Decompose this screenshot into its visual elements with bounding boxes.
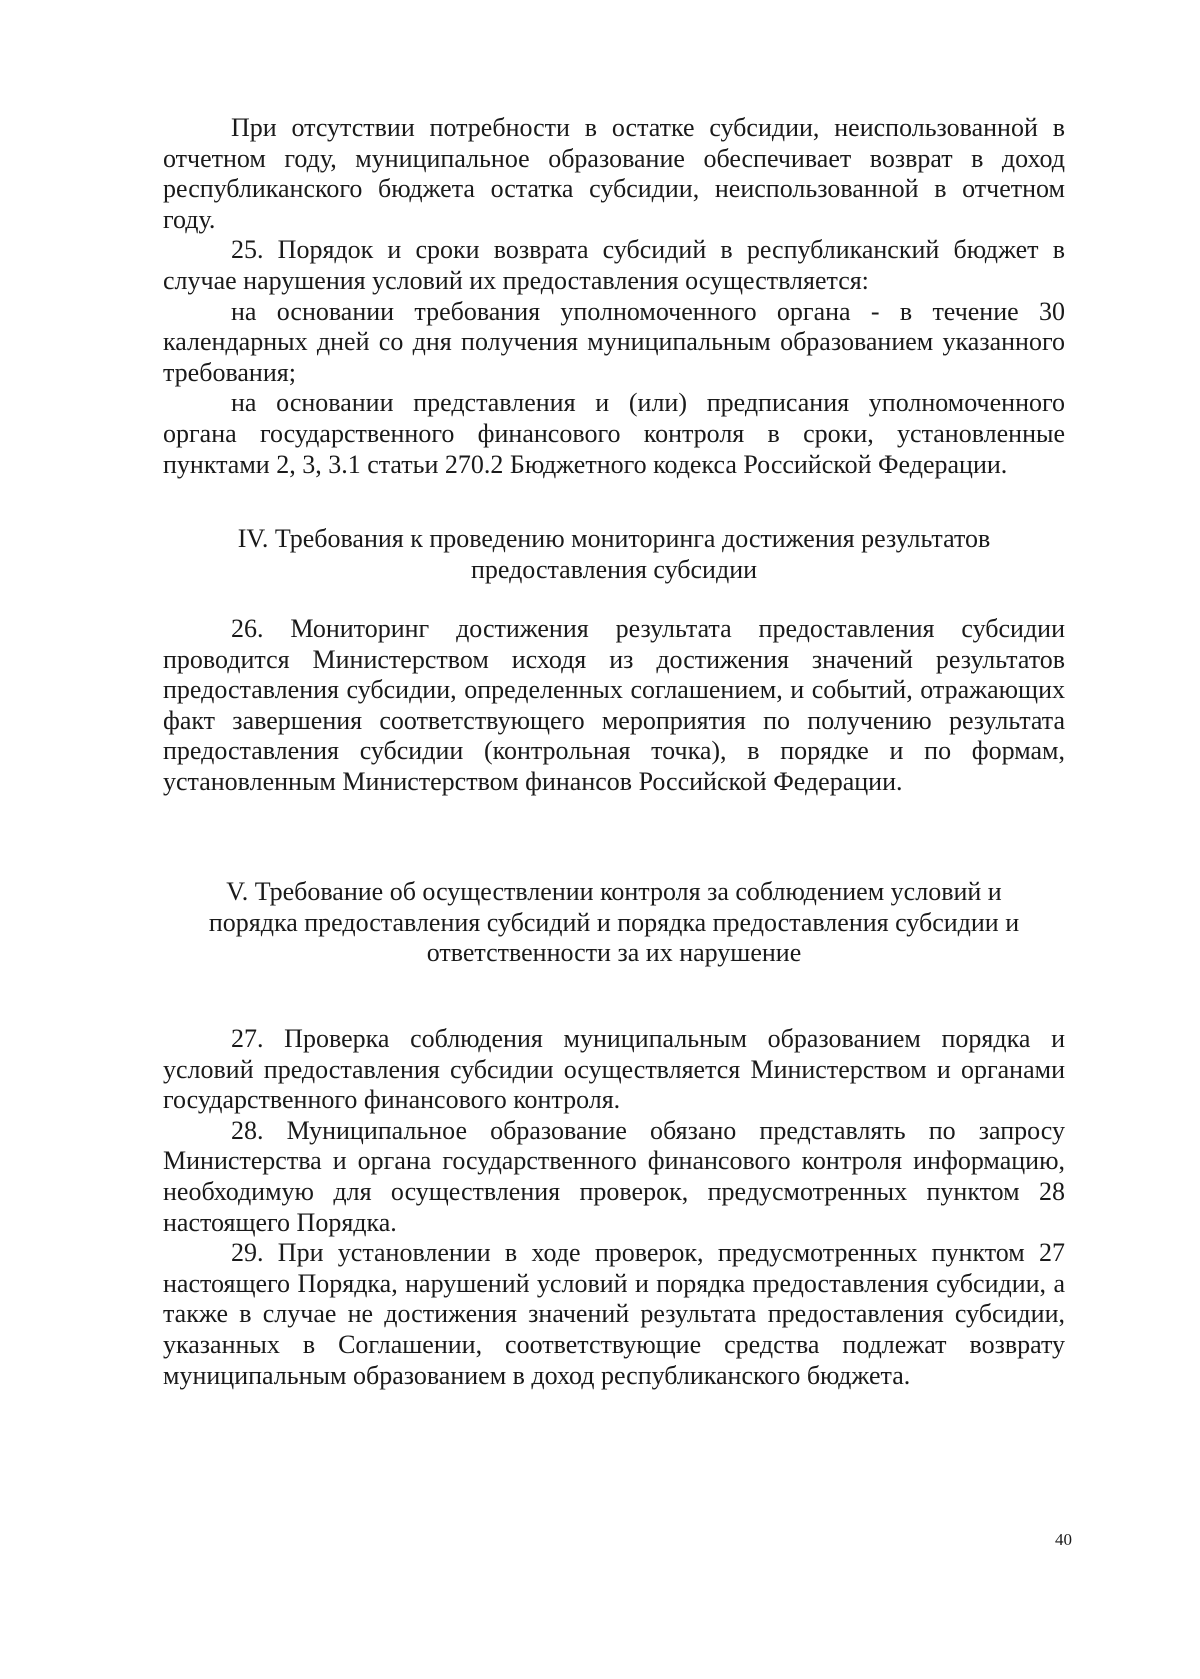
text-block-control	[163, 1024, 1065, 1391]
paragraph-28: 28. Муниципальное образование обязано представлять по запросу Министерства и органа государственного финансового контроля информацию, необходимую для осуществления проверок, предусмотренных пунктом 28 настоящего Порядка.	[163, 1115, 1065, 1237]
section-5-heading-line-3: ответственности за их нарушение	[426, 938, 802, 968]
paragraph-26: 26. Мониторинг достижения результата предоставления субсидии проводится Министерством исходя из достижения значений результатов предоставления субсидии, определенных соглашением, и событий, отражающих факт завершения соответствующего мероприятия по получению результата предоставления субсидии (контрольная точка), в порядке и по формам, установленным Министерством финансов Российской Федерации.	[163, 614, 1065, 796]
section-4-heading	[163, 524, 1065, 585]
paragraph-25: 25. Порядок и сроки возврата субсидий в республиканский бюджет в случае нарушения условий их предоставления осуществляется:	[163, 235, 1065, 295]
section-4-heading-line-1: IV. Требования к проведению мониторинга достижения результатов	[237, 524, 991, 553]
paragraph-27: 27. Проверка соблюдения муниципальным образованием порядка и условий предоставления субсидии осуществляется Министерством и органами государственного финансового контроля.	[163, 1024, 1065, 1115]
paragraph-25-item-requirement: на основании требования уполномоченного органа - в течение 30 календарных дней со дня получения муниципальным образованием указанного требования;	[163, 296, 1065, 387]
paragraph-29: 29. При установлении в ходе проверок, предусмотренных пунктом 27 настоящего Порядка, нарушений условий и порядка предоставления субсидии, а также в случае не достижения значений результата предоставления субсидии, указанных в Соглашении, соответствующие средства подлежат возврату муниципальным образованием в доход республиканского бюджета.	[163, 1238, 1065, 1390]
paragraph-25-item-prescription: на основании представления и (или) предписания уполномоченного органа государственного финансового контроля в сроки, установленные пунктами 2, 3, 3.1 статьи 270.2 Бюджетного кодекса Российской Федерации.	[163, 388, 1065, 479]
section-5-heading	[163, 877, 1065, 969]
text-block-monitoring	[163, 614, 1065, 798]
paragraph-unused-balance: При отсутствии потребности в остатке субсидии, неиспользованной в отчетном году, муниципальное образование обеспечивает возврат в доход республиканского бюджета остатка субсидии, неиспользованной в отчетном году.	[163, 113, 1065, 234]
section-5-heading-line-1: V. Требование об осуществлении контроля за соблюдением условий и	[226, 877, 1002, 906]
text-block-returns	[163, 113, 1065, 480]
page-number: 40	[1055, 1530, 1072, 1549]
section-4-heading-line-2: предоставления субсидии	[470, 554, 758, 584]
section-5-heading-line-2: порядка предоставления субсидий и порядка предоставления субсидии и	[208, 907, 1020, 937]
